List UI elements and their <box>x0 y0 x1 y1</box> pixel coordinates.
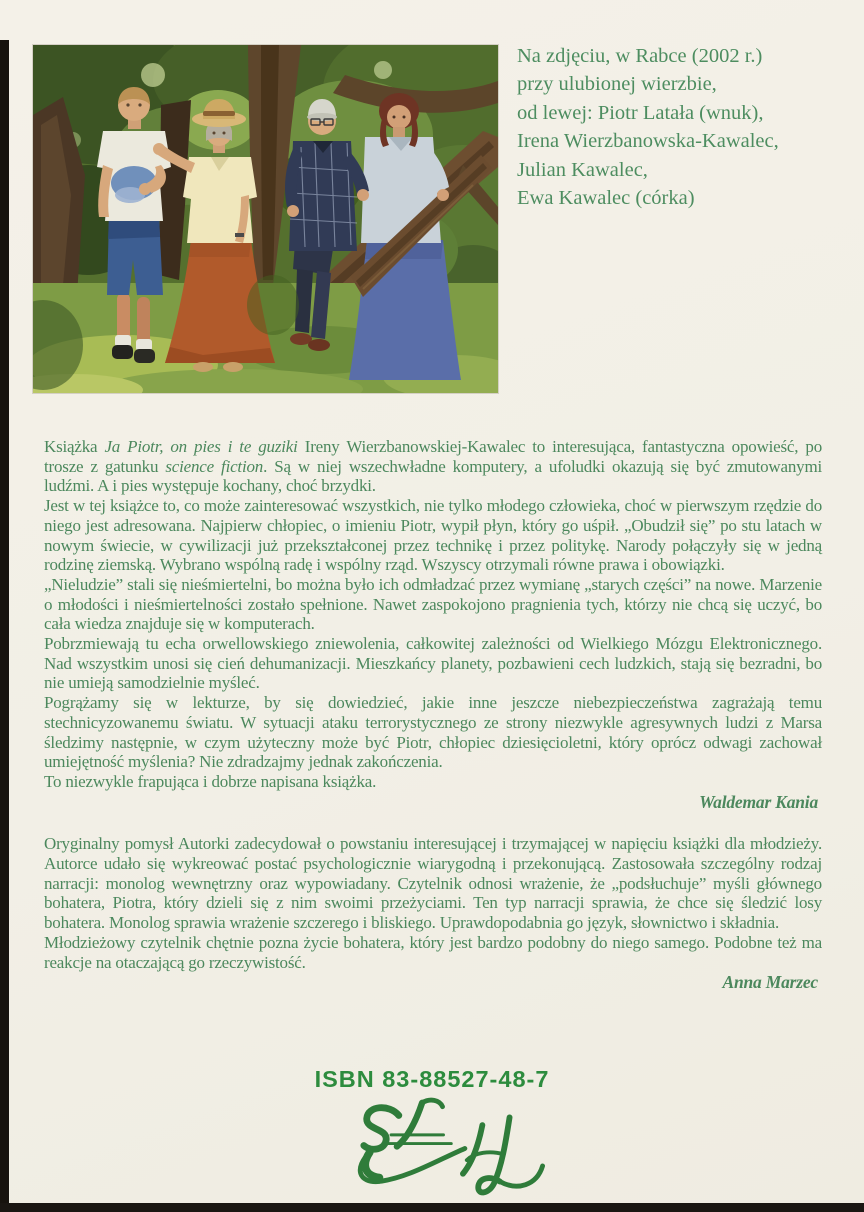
text-segment: . Są w niej wszechwładne komputery, a ufoludki okazują się być zmutowanymi ludźmi. A i pies występuje kochany, choć brzydki. <box>44 456 822 496</box>
caption-line: Ewa Kawalec (córka) <box>517 187 695 210</box>
photo-caption <box>517 42 852 212</box>
caption-line: Na zdjęciu, w Rabce (2002 r.) <box>517 45 763 67</box>
review2-paragraph: Młodzieżowy czytelnik chętnie pozna życie bohatera, który jest bardzo podobny do niego samego. Podobne też ma reakcje na otaczającą go rzeczywistość. <box>44 932 822 972</box>
review1-paragraph: „Nieludzie” stali się nieśmiertelni, bo można było ich odmładzać przez wymianę „starych części” na nowe. Marzenie o młodości i nieśmiertelności zostało spełnione. Nawet zaspokojono pragnienia tych, którzy nie chcą się uczyć, bo cała wiedza znajduje się w komputerach. <box>44 574 822 634</box>
caption-line: Julian Kawalec, <box>517 158 648 181</box>
family-photo <box>33 45 498 393</box>
caption-line: Irena Wierzbanowska-Kawalec, <box>517 130 779 153</box>
reviewer-signature: Waldemar Kania <box>699 791 818 812</box>
scan-artifact-left <box>0 40 9 1212</box>
text-segment: Ireny Wierzbanowskiej-Kawalec to interesująca, fantastyczna opowieść, po trosze z gatunku <box>44 437 823 476</box>
publisher-logo-icon <box>336 1096 551 1198</box>
caption-line: przy ulubionej wierzbie, <box>517 73 717 96</box>
isbn-text: ISBN 83-88527-48-7 <box>314 1066 550 1092</box>
family-photo-illustration <box>33 45 498 393</box>
genre-italic: science fiction <box>165 456 264 476</box>
review-text-block <box>44 437 822 993</box>
review1-paragraph: Jest w tej książce to, co może zainteresować wszystkich, nie tylko młodego człowieka, choć w pierwszym rzędzie do niego jest adresowana. Najpierw chłopiec, o imieniu Piotr, wypił płyn, który go uśpił. „Obudził się” po stu latach w nowym świecie, w cywilizacji już przekształconej przez technikę i przez politykę. Narody połączyły się w jedną rodzinę ziemską. Wybrano wspólną radę i wspólny rząd. Wszyscy otrzymali równe prawa i obowiązki. <box>44 496 822 575</box>
reviewer-signature: Anna Marzec <box>722 972 818 993</box>
caption-line: od lewej: Piotr Latała (wnuk), <box>517 101 764 124</box>
review2-paragraph: Oryginalny pomysł Autorki zadecydował o powstaniu interesującej i trzymającej w napięciu książki dla młodzieży. Autorce udało się wykreować postać psychologicznie wiarygodną i przekonującą. Zastosowała szczególny rodzaj narracji: monolog wewnętrzny oraz wypowiadany. Czytelnik odnosi wrażenie, że „podsłuchuje” myśli głównego bohatera, Piotra, który dzieli się z nim swoimi przeżyciami. Ten typ narracji sprawia, że chce się śledzić losy bohatera. Monolog sprawia wrażenie szczerego i bliskiego. Uprawdopodabnia go język, słownictwo i składnia. <box>44 834 822 933</box>
publisher-monogram-icon <box>336 1096 551 1198</box>
review1-paragraph: Pogrążamy się w lekturze, by się dowiedzieć, jakie inne jeszcze niebezpieczeństwa zagrażają temu stechnicyzowanemu światu. W sytuacji ataku terrorystycznego ze strony niezwykle agresywnych ludzi z Marsa śledzimy następnie, w czym użyteczny może być Piotr, chłopiec dziesięcioletni, który oprócz odwagi zachował umiejętność myślenia? Nie zdradzajmy jednak zakończenia. <box>44 693 822 772</box>
book-title-italic: Ja Piotr, on pies i te guziki <box>104 437 298 456</box>
review1-paragraph: To niezwykle frapująca i dobrze napisana książka. <box>44 771 377 791</box>
review1-paragraph: Pobrzmiewają tu echa orwellowskiego zniewolenia, całkowitej zależności od Wielkiego Mózgu Elektronicznego. Nad wszystkim unosi się cień dehumanizacji. Mieszkańcy planety, pozbawieni cech ludzkich, stają się bezradni, bo nie umieją samodzielnie myśleć. <box>44 634 822 693</box>
scan-artifact-bottom <box>0 1203 864 1212</box>
review1-paragraph-intro <box>44 437 822 496</box>
text-segment: Książka <box>44 437 105 456</box>
